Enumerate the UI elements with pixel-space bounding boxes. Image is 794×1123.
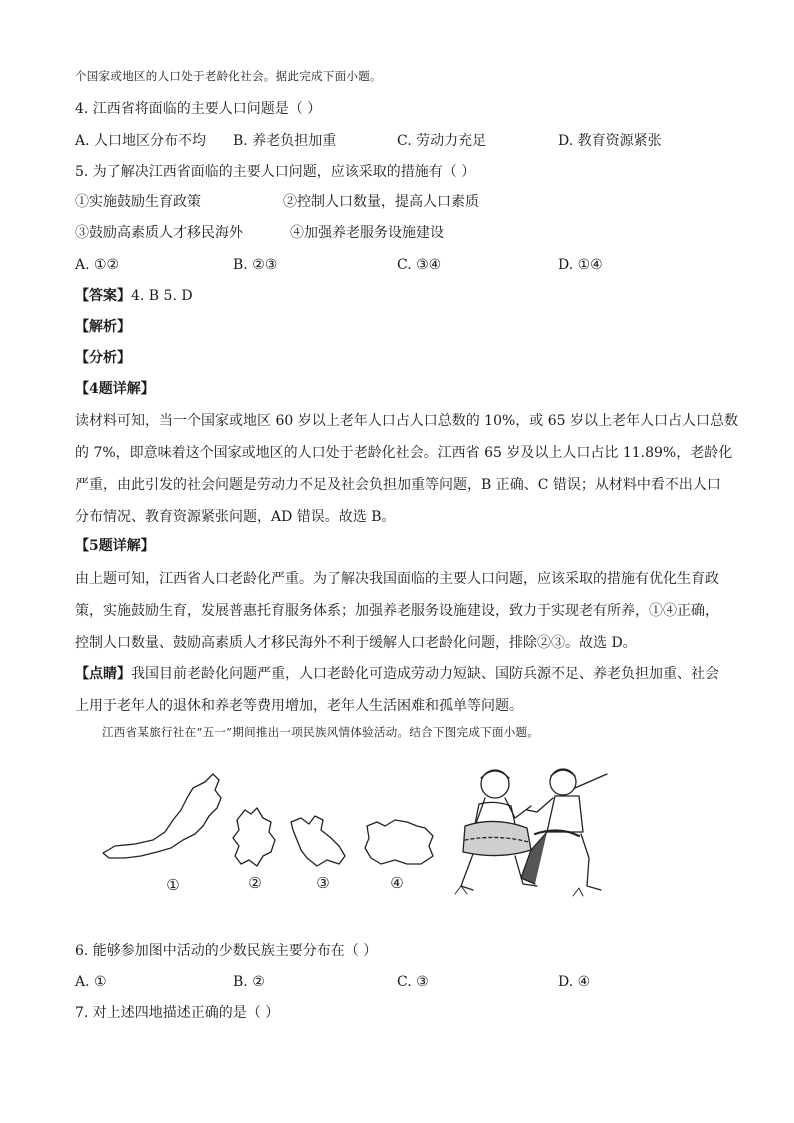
map-label-1: ① [166,876,180,894]
fenxi-label: 【分析】 [75,350,131,366]
detail-5-line: 策，实施鼓励生育，发展普惠托育服务体系；加强养老服务设施建设，致力于实现老有所养，①④正确， [75,603,719,619]
detail-4-label: 【4题详解】 [75,381,155,397]
detail-5-paragraph [75,563,723,659]
map-label-3: ③ [316,874,330,892]
q4-option-b: B. 养老负担加重 [233,133,337,149]
map-label-4: ④ [390,874,404,892]
answer-label: 【答案】 [75,288,131,304]
map-outline-4 [365,820,433,864]
q5-option-d: D. ①④ [558,257,603,273]
q6-option-d: D. ④ [558,974,591,990]
highlight-label: 【点睛】 [75,666,131,682]
q6-option-a: A. ① [75,974,107,990]
travel-intro-text: 江西省某旅行社在“五一”期间推出一项民族风情体验活动。结合下图完成下面小题。 [102,725,540,739]
highlight-paragraph [75,658,723,722]
highlight-line-1 [75,658,723,690]
map-outline-1 [103,774,221,858]
dancers-illustration [455,769,607,896]
map-outline-2 [233,808,275,866]
analysis-label: 【解析】 [75,319,131,335]
detail-4-line: 分布情况、教育资源紧张问题，AD 错误。故选 B。 [75,509,396,525]
map-label-2: ② [248,874,262,892]
q5-option-b: B. ②③ [233,257,278,273]
detail-5-line: 由上题可知，江西省人口老龄化严重。为了解决我国面临的主要人口问题，应该采取的措施有优化生育政 [75,571,719,587]
q4-option-c: C. 劳动力充足 [397,133,487,149]
highlight-line-2: 上用于老年人的退休和养老等费用增加，老年人生活困难和孤单等问题。 [75,698,523,714]
q5-measure-1: ①实施鼓励生育政策 [75,194,201,210]
detail-4-line: 的 7%，即意味着这个国家或地区的人口处于老龄化社会。江西省 65 岁及以上人口占比 11.89%，老龄化 [75,445,733,461]
question-5-stem: 5. 为了解决江西省面临的主要人口问题，应该采取的措施有（ ） [75,164,476,180]
highlight-text: 我国目前老龄化问题严重，人口老龄化可造成劳动力短缺、国防兵源不足、养老负担加重、社会 [131,666,719,682]
detail-4-line: 严重，由此引发的社会问题是劳动力不足及社会负担加重等问题，B 正确、C 错误；从材料中看不出人口 [75,477,721,493]
ethnic-activity-figure [95,760,625,910]
q5-measure-2: ②控制人口数量，提高人口素质 [283,194,479,210]
q5-measure-3: ③鼓励高素质人才移民海外 [75,225,243,241]
question-4-stem: 4. 江西省将面临的主要人口问题是（ ） [75,101,322,117]
detail-5-line: 控制人口数量、鼓励高素质人才移民海外不利于缓解人口老龄化问题，排除②③。故选 D。 [75,635,637,651]
intro-text: 个国家或地区的人口处于老龄化社会。据此完成下面小题。 [75,69,382,83]
question-7-stem: 7. 对上述四地描述正确的是（ ） [75,1005,280,1021]
detail-4-line: 读材料可知，当一个国家或地区 60 岁以上老年人口占人口总数的 10%，或 65 岁以上老年人口占人口总数 [75,413,738,429]
map-outline-3 [291,816,345,866]
q4-option-d: D. 教育资源紧张 [558,133,662,149]
q6-option-b: B. ② [233,974,265,990]
answer-text: 4. B 5. D [131,288,193,304]
q4-option-a: A. 人口地区分布不均 [75,133,207,149]
q5-option-a: A. ①② [75,257,120,273]
detail-5-label: 【5题详解】 [75,538,155,554]
q5-option-c: C. ③④ [397,257,442,273]
q5-measure-4: ④加强养老服务设施建设 [290,225,444,241]
answer-line [75,286,193,306]
q6-option-c: C. ③ [397,974,429,990]
detail-4-paragraph [75,405,738,533]
question-6-stem: 6. 能够参加图中活动的少数民族主要分布在（ ） [75,943,378,959]
